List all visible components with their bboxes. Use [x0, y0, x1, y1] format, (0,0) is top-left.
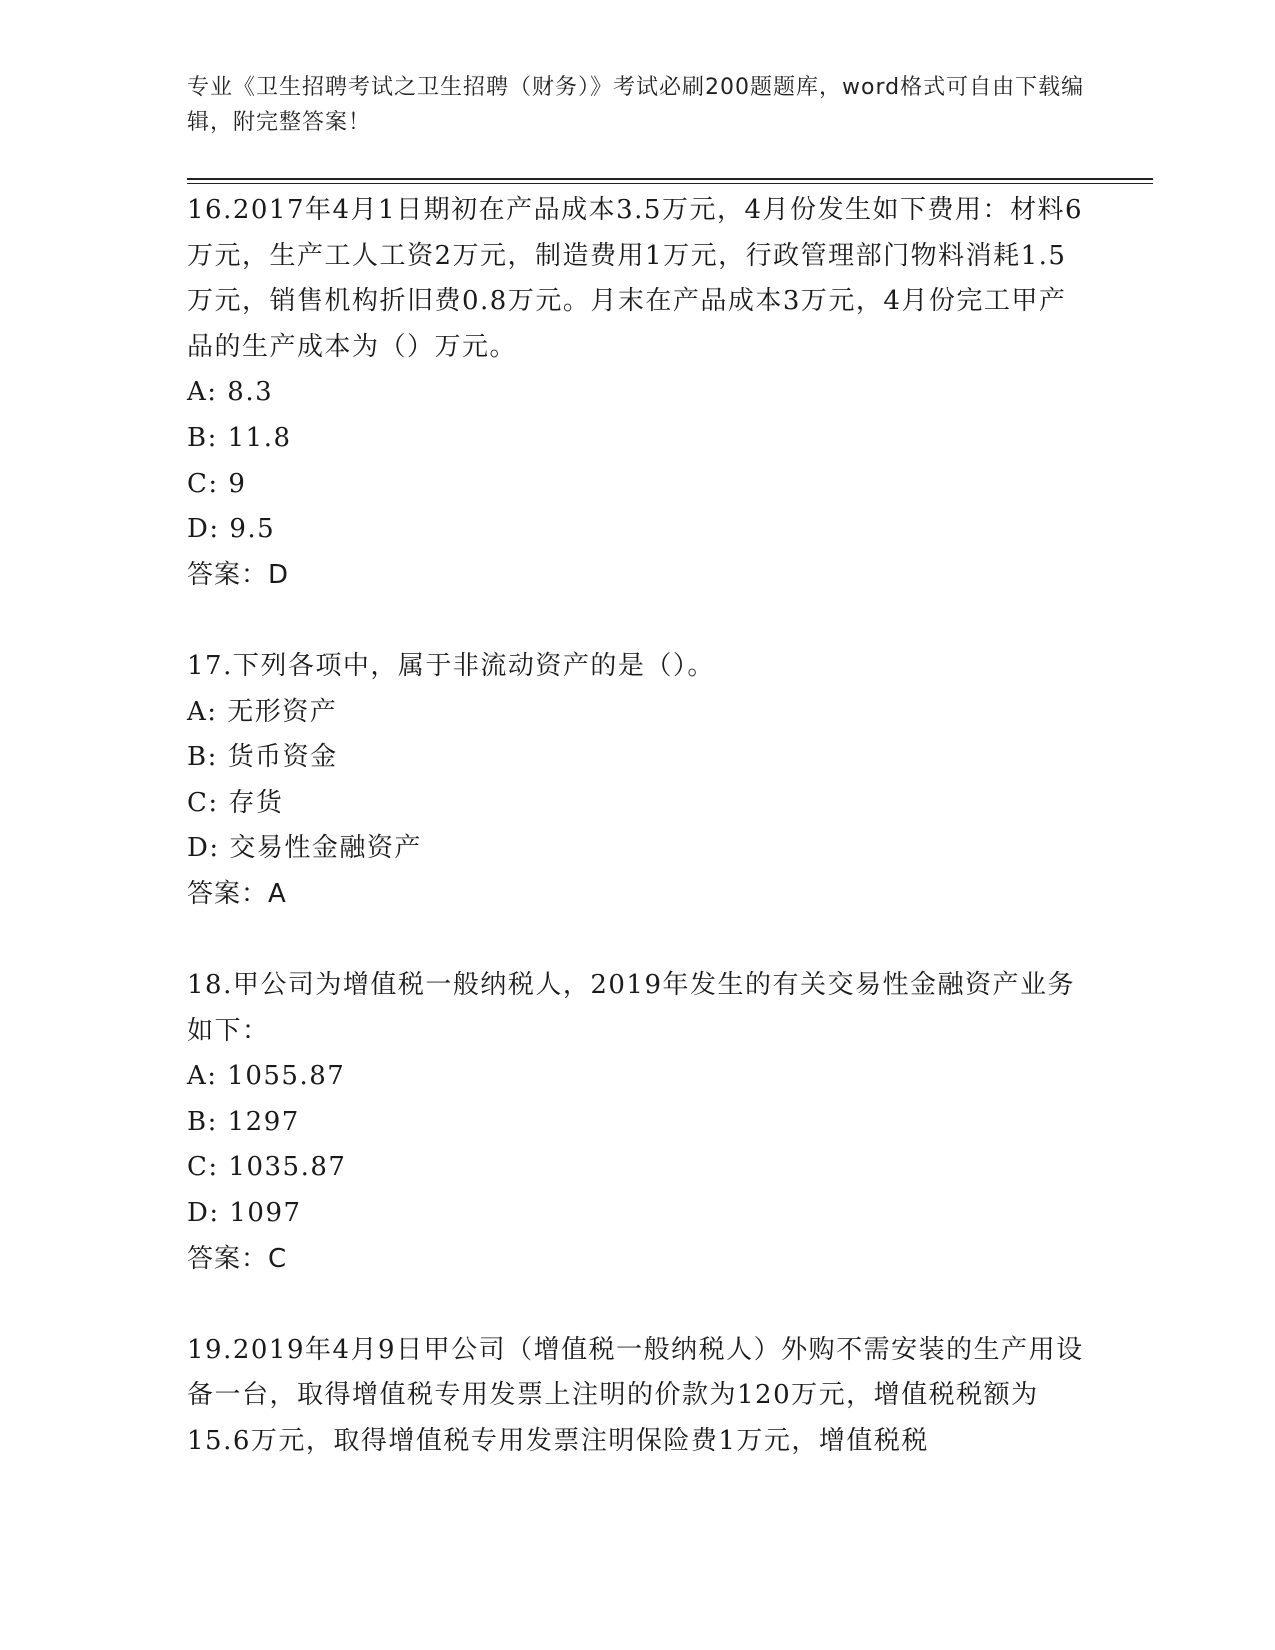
question-16	[187, 188, 1087, 598]
answer-line: 答案：A	[187, 878, 287, 909]
header-divider-thin	[187, 183, 1153, 184]
option-d: D: 9.5	[187, 514, 276, 545]
option-a: A: 无形资产	[187, 696, 338, 727]
answer-line: 答案：D	[187, 559, 290, 590]
question-gap	[187, 1282, 1087, 1328]
question-18	[187, 963, 1087, 1282]
question-17	[187, 644, 1087, 918]
header-divider-thick	[187, 178, 1153, 180]
question-gap	[187, 918, 1087, 964]
option-c: C: 1035.87	[187, 1152, 347, 1183]
option-a: A: 1055.87	[187, 1061, 346, 1092]
question-stem: 18.甲公司为增值税一般纳税人，2019年发生的有关交易性金融资产业务如下：	[187, 970, 1076, 1046]
option-c: C: 9	[187, 468, 247, 499]
answer-line: 答案：C	[187, 1243, 288, 1274]
header-title: 专业《卫生招聘考试之卫生招聘（财务）》考试必刷200题题库，word格式可自由下载编辑，附完整答案！	[187, 75, 1085, 135]
question-stem: 19.2019年4月9日甲公司（增值税一般纳税人）外购不需安装的生产用设备一台，取得增值税专用发票上注明的价款为120万元，增值税税额为15.6万元，取得增值税专用发票注明保险费1万元，增值税税	[187, 1334, 1084, 1457]
option-d: D: 交易性金融资产	[187, 833, 422, 864]
document-header	[187, 70, 1087, 140]
option-b: B: 11.8	[187, 422, 292, 453]
question-stem: 17.下列各项中，属于非流动资产的是（）。	[187, 650, 715, 681]
question-gap	[187, 598, 1087, 644]
option-c: C: 存货	[187, 787, 284, 818]
option-a: A: 8.3	[187, 377, 274, 408]
option-b: B: 1297	[187, 1106, 300, 1137]
question-list	[187, 188, 1087, 1465]
question-stem: 16.2017年4月1日期初在产品成本3.5万元，4月份发生如下费用：材料6万元，生产工人工资2万元，制造费用1万元，行政管理部门物料消耗1.5万元，销售机构折旧费0.8万元。月末在产品成本3万元，4月份完工甲产品的生产成本为（）万元。	[187, 195, 1084, 362]
option-b: B: 货币资金	[187, 742, 338, 773]
option-d: D: 1097	[187, 1198, 302, 1229]
question-19	[187, 1328, 1087, 1465]
